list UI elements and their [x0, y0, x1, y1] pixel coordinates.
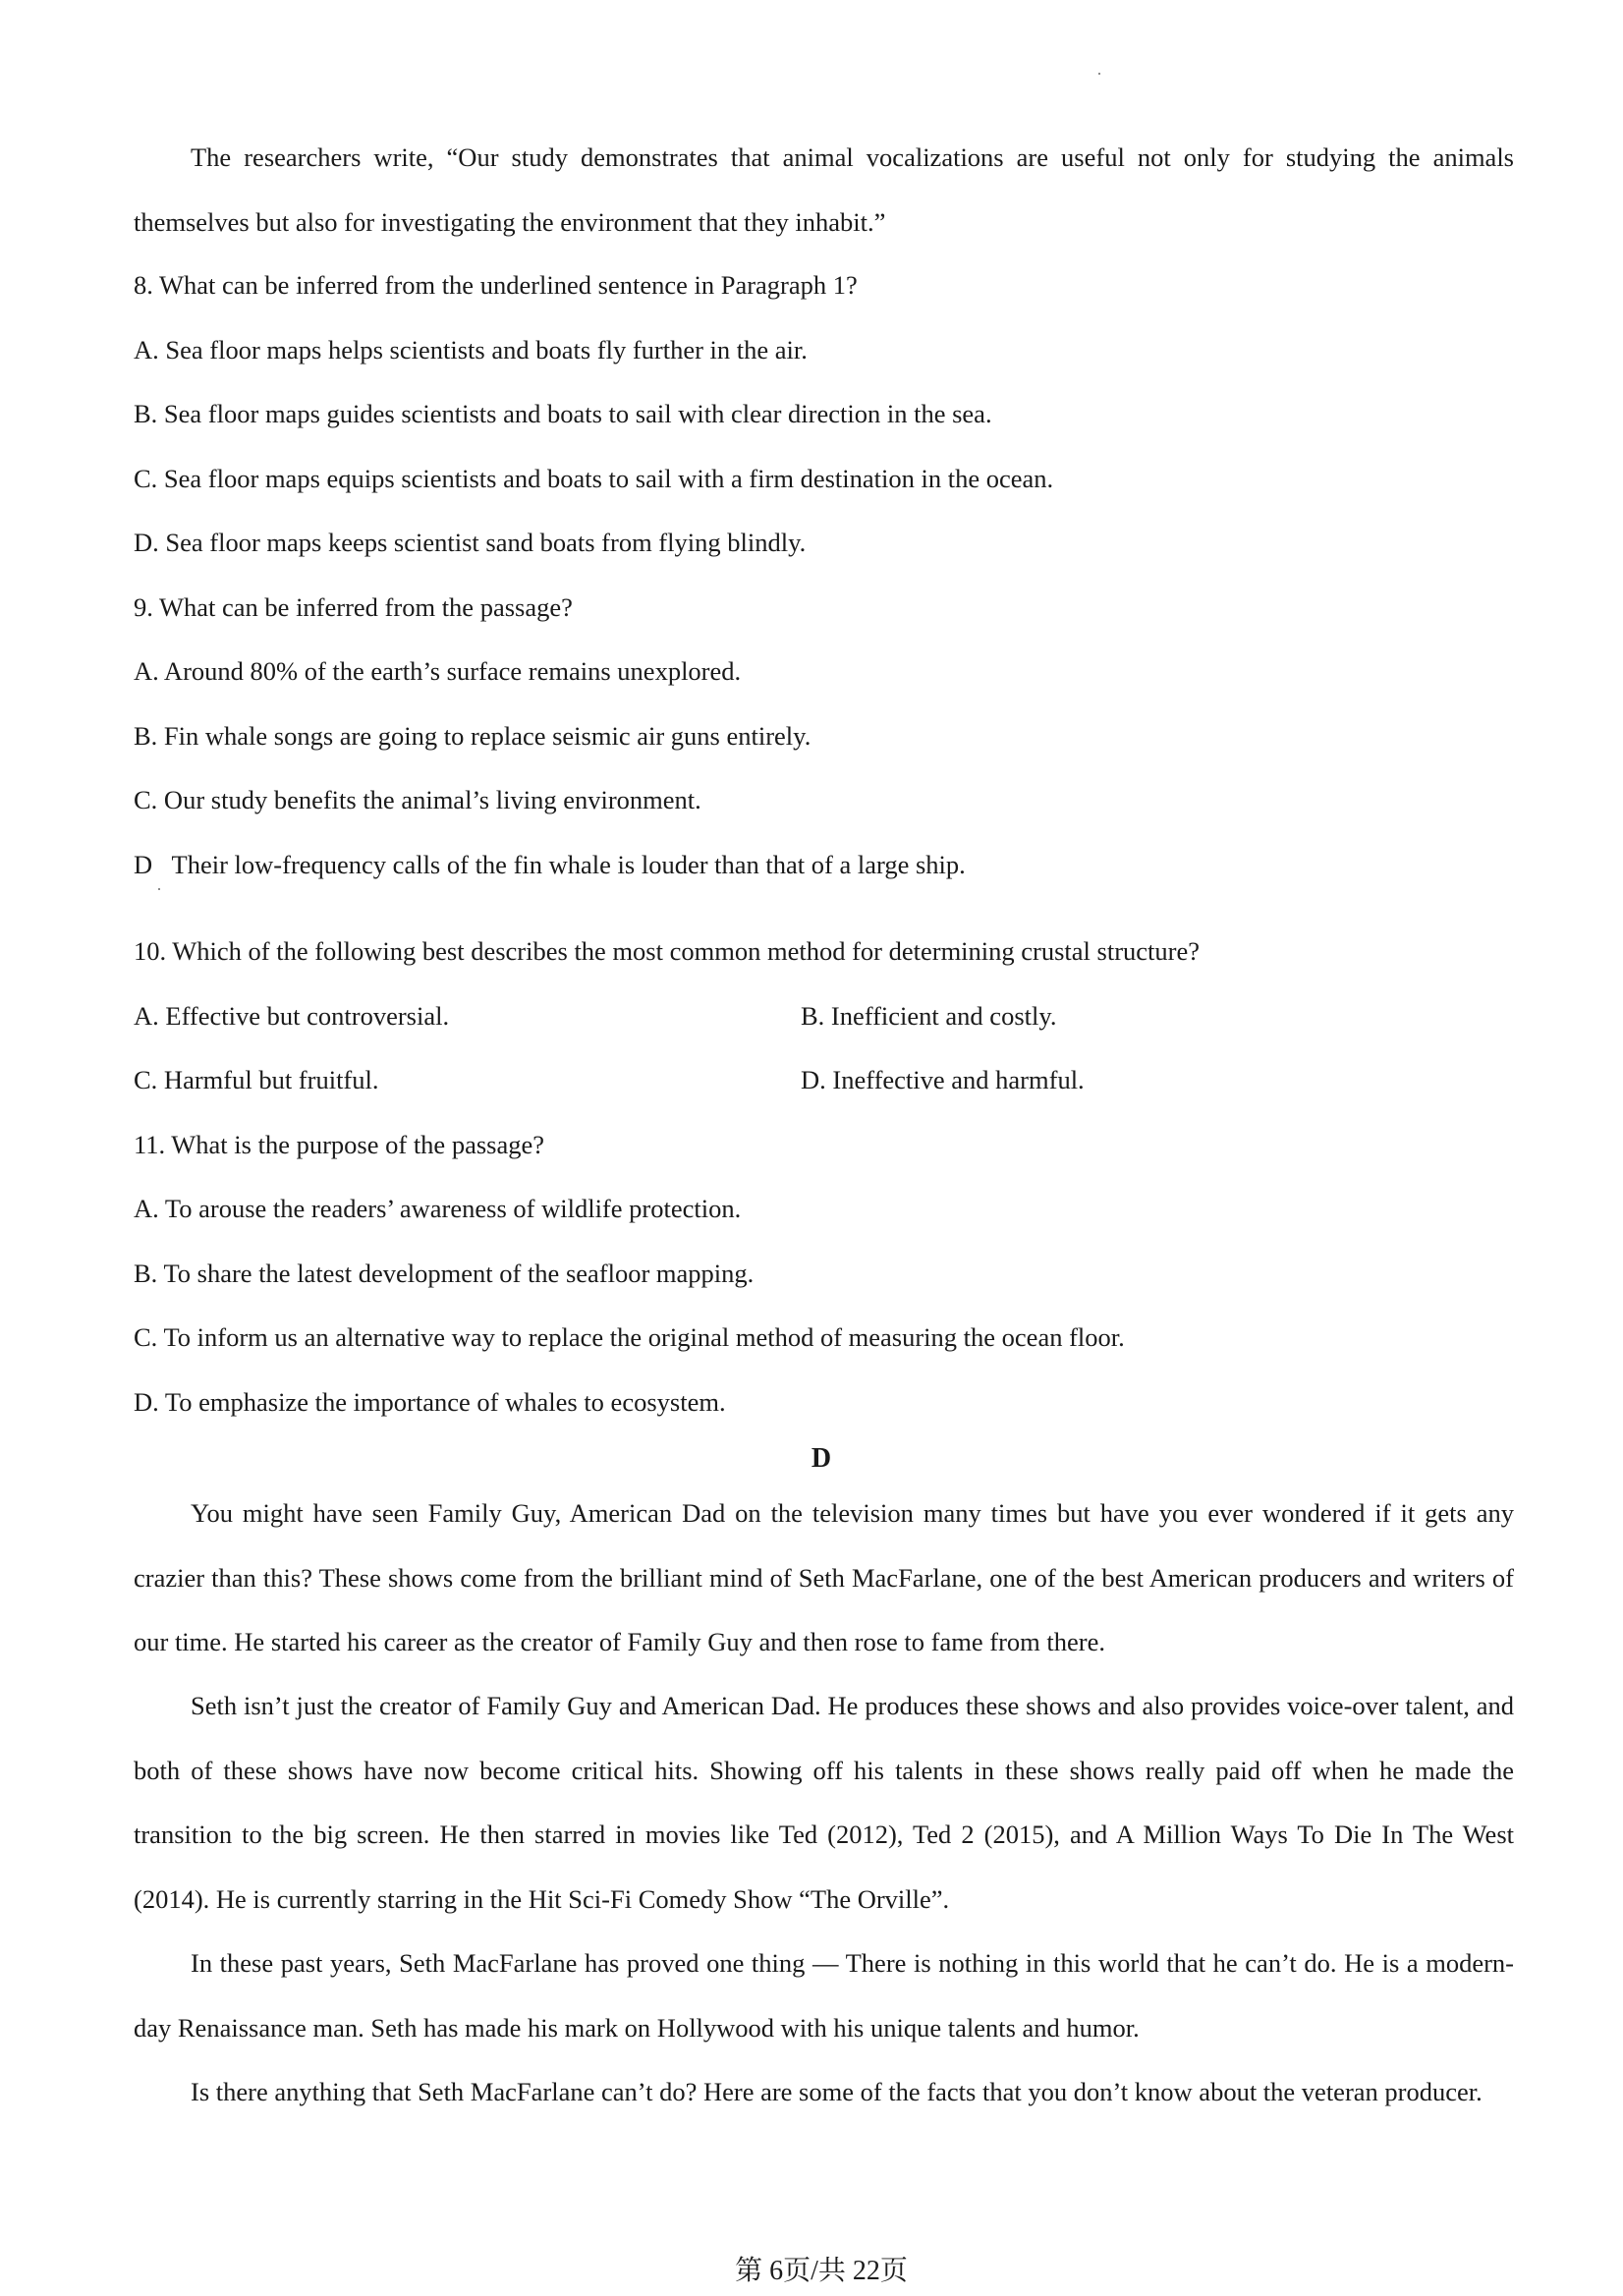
passage-d-paragraph-4: Is there anything that Seth MacFarlane can’t do? Here are some of the facts that you don’t know about the veteran producer.	[191, 2077, 1483, 2106]
question-8-option-b: B. Sea floor maps guides scientists and boats to sail with clear direction in the sea.	[134, 399, 992, 428]
question-11-stem: 11. What is the purpose of the passage?	[134, 1130, 544, 1159]
passage-d-paragraph-2: Seth isn’t just the creator of Family Guy and American Dad. He produces these shows and also provides voice-over talent, and both of these shows have now become critical hits. Showing off his talents in these shows really paid off when he made the transition to the big screen. He then starred in movies like Ted (2012), Ted 2 (2015), and A Million Ways To Die In The West (2014). He is currently starring in the Hit Sci-Fi Comedy Show “The Orville”.	[134, 1691, 1514, 1914]
question-9-option-d: D Their low-frequency calls of the fin whale is louder than that of a large ship.	[134, 850, 966, 879]
question-11-option-d: D. To emphasize the importance of whales to ecosystem.	[134, 1387, 726, 1417]
scan-speck	[158, 888, 160, 890]
question-8-option-d: D. Sea floor maps keeps scientist sand boats from flying blindly.	[134, 528, 807, 557]
question-8-option-c: C. Sea floor maps equips scientists and boats to sail with a firm destination in the ocean.	[134, 464, 1054, 493]
passage-d-heading: D	[811, 1443, 832, 1474]
question-9-option-b: B. Fin whale songs are going to replace seismic air guns entirely.	[134, 721, 812, 751]
passage-c-closing-paragraph: The researchers write, “Our study demonstrates that animal vocalizations are useful not only for studying the animals themselves but also for investigating the environment that they inhabit.”	[134, 142, 1514, 237]
question-8-stem: 8. What can be inferred from the underlined sentence in Paragraph 1?	[134, 270, 858, 300]
question-9-stem: 9. What can be inferred from the passage?	[134, 592, 573, 622]
question-10-stem: 10. Which of the following best describes the most common method for determining crustal structure?	[134, 936, 1201, 966]
passage-d-paragraph-1: You might have seen Family Guy, American Dad on the television many times but have you ever wondered if it gets any crazier than this? These shows come from the brilliant mind of Seth MacFarlane, one of the best American producers and writers of our time. He started his career as the creator of Family Guy and then rose to fame from there.	[134, 1498, 1514, 1656]
question-11-option-c: C. To inform us an alternative way to replace the original method of measuring the ocean floor.	[134, 1322, 1125, 1352]
question-8-option-a: A. Sea floor maps helps scientists and boats fly further in the air.	[134, 335, 808, 364]
question-10-option-c: C. Harmful but fruitful.	[134, 1065, 379, 1094]
passage-d-paragraph-3: In these past years, Seth MacFarlane has proved one thing — There is nothing in this world that he can’t do. He is a modern-day Renaissance man. Seth has made his mark on Hollywood with his unique talents and humor.	[134, 1948, 1514, 2043]
question-10-option-d: D. Ineffective and harmful.	[801, 1065, 1085, 1094]
question-11-option-b: B. To share the latest development of the seafloor mapping.	[134, 1259, 755, 1288]
question-9-option-c: C. Our study benefits the animal’s living environment.	[134, 785, 701, 814]
question-10-option-b: B. Inefficient and costly.	[801, 1001, 1057, 1031]
scan-speck	[1098, 73, 1100, 75]
question-11-option-a: A. To arouse the readers’ awareness of wildlife protection.	[134, 1194, 742, 1223]
question-10-option-a: A. Effective but controversial.	[134, 1001, 450, 1031]
question-9-option-a: A. Around 80% of the earth’s surface remains unexplored.	[134, 656, 742, 686]
page-number-footer: 第 6页/共 22页	[735, 2256, 908, 2286]
